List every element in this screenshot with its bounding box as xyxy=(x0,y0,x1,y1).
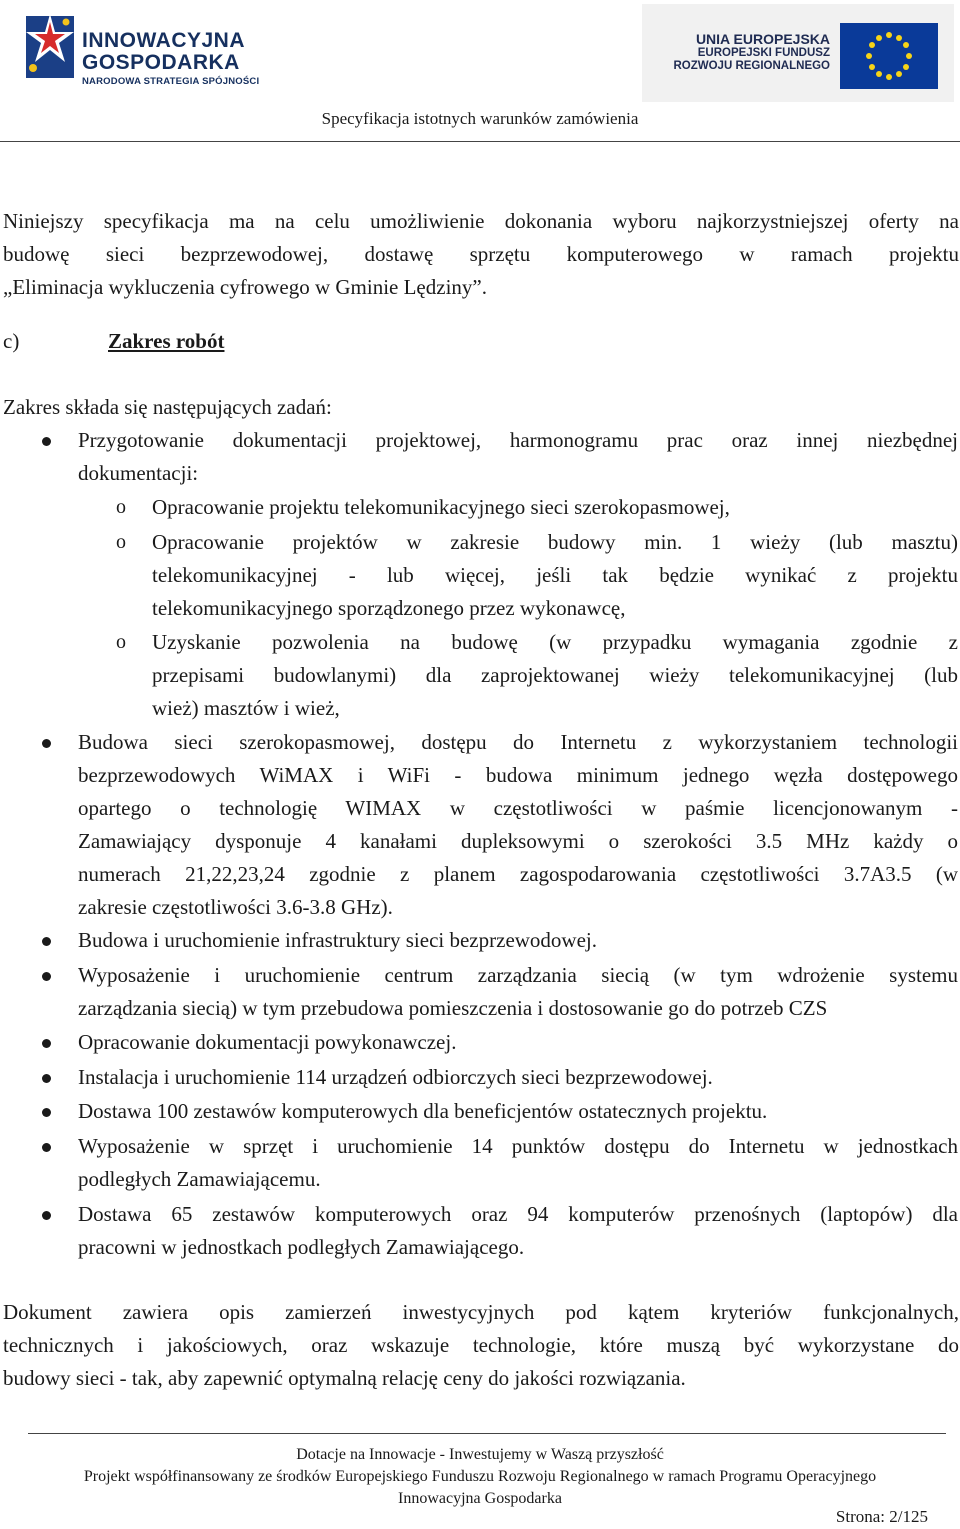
logo-right-line3: ROZWOJU REGIONALNEGO xyxy=(673,59,830,72)
bullet8-line-2: podległych Zamawiającemu. xyxy=(78,1167,321,1191)
intro-line-1: Niniejszy specyfikacja ma na celu umożliwienie dokonania wyboru najkorzystniejszej oferty na xyxy=(3,209,959,233)
header-divider xyxy=(0,141,960,142)
bullet2-line-1: Budowa sieci szerokopasmowej, dostępu do Internetu z wykorzystaniem technologii xyxy=(78,730,958,754)
bullet-marker xyxy=(42,1074,51,1083)
bullet2-line-2: bezprzewodowych WiMAX i WiFi - budowa minimum jednego węzła dostępowego xyxy=(78,763,958,787)
bullet1-line-1: Przygotowanie dokumentacji projektowej, harmonogramu prac oraz innej niezbędnej xyxy=(78,428,958,452)
closing-line-1: Dokument zawiera opis zamierzeń inwestycyjnych pod kątem kryteriów funkcjonalnych, xyxy=(3,1300,959,1324)
bullet-marker xyxy=(42,1143,51,1152)
logo-left-line2: GOSPODARKA xyxy=(82,51,240,74)
bullet-marker xyxy=(42,437,51,446)
sub2-line-3: telekomunikacyjnego sporządzonego przez wykonawcę, xyxy=(152,596,626,620)
sub1-line-1: Opracowanie projektu telekomunikacyjnego sieci szerokopasmowej, xyxy=(152,495,730,519)
bullet-marker xyxy=(42,972,51,981)
page-number: Strona: 2/125 xyxy=(835,1507,928,1526)
section-title: Zakres robót xyxy=(108,329,225,353)
section-letter: c) xyxy=(3,329,20,353)
bullet7-line-1: Dostawa 100 zestawów komputerowych dla beneficjentów ostatecznych projektu. xyxy=(78,1099,768,1123)
eu-fund-logo xyxy=(642,4,954,102)
bullet9-line-2: pracowni w jednostkach podległych Zamawiającego. xyxy=(78,1235,525,1259)
sub2-line-2: telekomunikacyjnej - lub więcej, jeśli tak będzie wynikać z projektu xyxy=(152,563,958,587)
bullet-marker xyxy=(42,937,51,946)
bullet5-line-1: Opracowanie dokumentacji powykonawczej. xyxy=(78,1030,457,1054)
bullet-marker xyxy=(42,739,51,748)
intro-line-3: „Eliminacja wykluczenia cyfrowego w Gminie Lędziny”. xyxy=(3,275,487,299)
eu-flag-icon xyxy=(840,23,938,89)
sub-bullet-marker: o xyxy=(116,531,126,553)
section-lead: Zakres składa się następujących zadań: xyxy=(3,395,332,419)
sub2-line-1: Opracowanie projektów w zakresie budowy min. 1 wieży (lub masztu) xyxy=(152,530,958,554)
sub3-line-2: przepisami budowlanymi) dla zaprojektowanej wieży telekomunikacyjnej (lub xyxy=(152,663,958,687)
footer-funding-note: Projekt współfinansowany ze środków Europejskiego Funduszu Rozwoju Regionalnego w ramach Programu Operacyjnego xyxy=(83,1468,877,1485)
logo-left-line1: INNOWACYJNA xyxy=(82,29,246,52)
sub-bullet-marker: o xyxy=(116,631,126,653)
closing-line-3: budowy sieci - tak, aby zapewnić optymalną relację ceny do jakości rozwiązania. xyxy=(3,1366,686,1390)
bullet8-line-1: Wyposażenie w sprzęt i uruchomienie 14 punktów dostępu do Internetu w jednostkach xyxy=(78,1134,958,1158)
footer-slogan: Dotacje na Innowacje - Inwestujemy w Waszą przyszłość xyxy=(296,1446,664,1463)
intro-line-2: budowę sieci bezprzewodowej, dostawę sprzętu komputerowego w ramach projektu xyxy=(3,242,959,266)
logo-left-line3: NARODOWA STRATEGIA SPÓJNOŚCI xyxy=(82,76,260,87)
document-header-title: Specyfikacja istotnych warunków zamówienia xyxy=(321,109,639,128)
sub3-line-3: wież) masztów i wież, xyxy=(152,696,340,720)
sub3-line-1: Uzyskanie pozwolenia na budowę (w przypadku wymagania zgodnie z xyxy=(152,630,958,654)
bullet2-line-6: zakresie częstotliwości 3.6-3.8 GHz). xyxy=(78,895,393,919)
bullet2-line-5: numerach 21,22,23,24 zgodnie z planem zagospodarowania częstotliwości 3.7A3.5 (w xyxy=(78,862,958,886)
ig-star-emblem-icon xyxy=(22,12,80,84)
sub-bullet-marker: o xyxy=(116,496,126,518)
bullet4-line-1: Wyposażenie i uruchomienie centrum zarządzania siecią (w tym wdrożenie systemu xyxy=(78,963,958,987)
bullet3-line-1: Budowa i uruchomienie infrastruktury sieci bezprzewodowej. xyxy=(78,928,598,952)
bullet-marker xyxy=(42,1211,51,1220)
bullet1-line-2: dokumentacji: xyxy=(78,461,199,485)
bullet9-line-1: Dostawa 65 zestawów komputerowych oraz 94 komputerów przenośnych (laptopów) dla xyxy=(78,1202,958,1226)
logo-right-line2: EUROPEJSKI FUNDUSZ xyxy=(697,47,830,60)
bullet-marker xyxy=(42,1039,51,1048)
bullet2-line-3: opartego o technologię WIMAX w częstotliwości w paśmie licencjonowanym - xyxy=(78,796,958,820)
bullet4-line-2: zarządzania siecią) w tym przebudowa pomieszczenia i dostosowanie go do potrzeb CZS xyxy=(78,996,828,1020)
footer-program-name: Innowacyjna Gospodarka xyxy=(398,1490,562,1507)
bullet6-line-1: Instalacja i uruchomienie 114 urządzeń odbiorczych sieci bezprzewodowej. xyxy=(78,1065,713,1089)
closing-line-2: technicznych i jakościowych, oraz wskazuje technologie, które muszą być wykorzystane do xyxy=(3,1333,959,1357)
innowacyjna-gospodarka-logo xyxy=(22,12,262,87)
footer-divider xyxy=(28,1433,946,1434)
bullet2-line-4: Zamawiający dysponuje 4 kanałami dupleksowymi o szerokości 3.5 MHz każdy o xyxy=(78,829,958,853)
bullet-marker xyxy=(42,1108,51,1117)
logo-right-line1: UNIA EUROPEJSKA xyxy=(695,31,830,47)
